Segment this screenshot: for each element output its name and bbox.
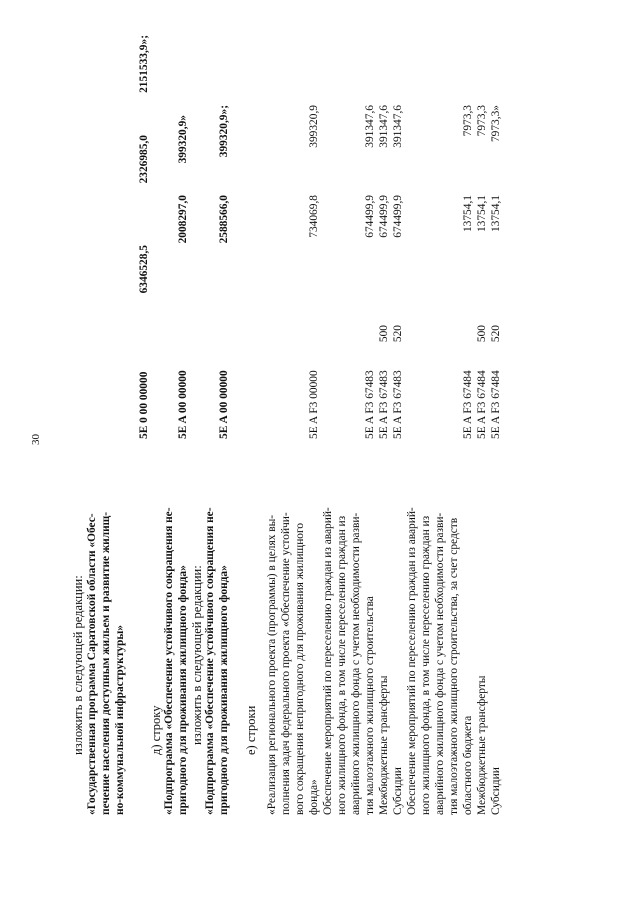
block2-row2-label: Межбюджетные трансферты xyxy=(476,675,488,815)
project-code: 5E A F3 00000 xyxy=(308,370,320,439)
project-value-1: 734069,8 xyxy=(308,195,320,238)
section-d-new-value-1: 2588566,0 xyxy=(218,195,230,244)
block2-row1-code: 5E A F3 67484 xyxy=(462,370,474,439)
block2-row2-kvr: 500 xyxy=(476,325,488,343)
block1-row3-code: 5E A F3 67483 xyxy=(392,370,404,439)
block2-row1-value-2: 7973,3 xyxy=(462,105,474,137)
block1-row2-code: 5E A F3 67483 xyxy=(378,370,390,439)
program-title-line-2: печение населения доступным жильем и развитие жилищ- xyxy=(100,511,112,815)
block1-row3-kvr: 520 xyxy=(392,325,404,343)
block1-line-3: аварийного жилищного фонда с учетом необходимости разви- xyxy=(350,512,362,815)
section-d-edit-text: изложить в следующей редакции: xyxy=(190,565,204,745)
block2-row2-value-1: 13754,1 xyxy=(476,195,488,233)
project-line-3: вого сокращения непригодного для проживания жилищного xyxy=(294,522,306,815)
program-value-2: 2326985,0 xyxy=(138,135,150,184)
program-value-3: 2151533,9»; xyxy=(138,35,150,93)
section-d-old-value-2: 399320,9» xyxy=(177,115,189,164)
section-d-old-code: 5E A 00 00000 xyxy=(177,370,189,439)
program-code: 5E 0 00 00000 xyxy=(138,371,150,439)
block2-row2-code: 5E A F3 67484 xyxy=(476,370,488,439)
section-d-old-value-1: 2008297,0 xyxy=(177,195,189,244)
block2-row3-value-2: 7973,3» xyxy=(490,105,502,143)
block1-row2-value-1: 674499,9 xyxy=(378,195,390,238)
program-title-line-1: «Государственная программа Саратовской области «Обес- xyxy=(86,513,98,815)
section-d-new-line-2: пригодного для проживания жилищного фонда» xyxy=(218,565,230,815)
block2-line-1: Обеспечение мероприятий по переселению граждан из аварий- xyxy=(406,507,418,815)
section-d-new-code: 5E A 00 00000 xyxy=(218,370,230,439)
section-d-heading: д) строку xyxy=(149,705,163,755)
block2-row2-value-2: 7973,3 xyxy=(476,105,488,137)
page-number: 30 xyxy=(30,434,42,445)
block1-row1-value-2: 391347,6 xyxy=(364,105,376,148)
block2-row3-value-1: 13754,1 xyxy=(490,195,502,233)
block2-row1-value-1: 13754,1 xyxy=(462,195,474,233)
project-value-2: 399320,9 xyxy=(308,105,320,148)
block1-row3-value-2: 391347,6 xyxy=(392,105,404,148)
project-line-1: «Реализация регионального проекта (программы) в целях вы- xyxy=(266,514,278,815)
section-d-new-line-1: «Подпрограмма «Обеспечение устойчивого сокращения не- xyxy=(204,507,216,815)
block2-row3-label: Субсидии xyxy=(490,767,502,815)
block1-row2-kvr: 500 xyxy=(378,325,390,343)
block1-line-1: Обеспечение мероприятий по переселению граждан из аварий- xyxy=(322,507,334,815)
program-value-1: 6346528,5 xyxy=(138,245,150,294)
section-e-heading: е) строки xyxy=(244,705,258,755)
section-d-old-line-1: «Подпрограмма «Обеспечение устойчивого сокращения не- xyxy=(163,507,175,815)
block1-row2-label: Межбюджетные трансферты xyxy=(378,675,390,815)
block2-row3-kvr: 520 xyxy=(490,325,502,343)
block1-line-4: тия малоэтажного жилищного строительства xyxy=(364,596,376,815)
block1-row3-label: Субсидии xyxy=(392,767,404,815)
project-line-4: фонда» xyxy=(308,779,320,815)
block2-row3-code: 5E A F3 67484 xyxy=(490,370,502,439)
block1-line-2: ного жилищного фонда, в том числе переселению граждан из xyxy=(336,515,348,815)
intro-text: изложить в следующей редакции: xyxy=(71,575,85,755)
block1-row2-value-2: 391347,6 xyxy=(378,105,390,148)
block2-line-2: ного жилищного фонда, в том числе переселению граждан из xyxy=(420,515,432,815)
block1-row1-code: 5E A F3 67483 xyxy=(364,370,376,439)
program-title-line-3: но-коммунальной инфраструктуры» xyxy=(114,625,126,815)
section-d-new-value-2: 399320,9»; xyxy=(218,105,230,158)
section-d-old-line-2: пригодного для проживания жилищного фонда» xyxy=(177,565,189,815)
block2-line-4: тия малоэтажного жилищного строительства, за счет средств xyxy=(448,517,460,815)
block1-row3-value-1: 674499,9 xyxy=(392,195,404,238)
block1-row1-value-1: 674499,9 xyxy=(364,195,376,238)
project-line-2: полнения задач федерального проекта «Обеспечение устойчи- xyxy=(280,512,292,815)
block2-line-5: областного бюджета xyxy=(462,715,474,815)
block2-line-3: аварийного жилищного фонда с учетом необходимости разви- xyxy=(434,512,446,815)
